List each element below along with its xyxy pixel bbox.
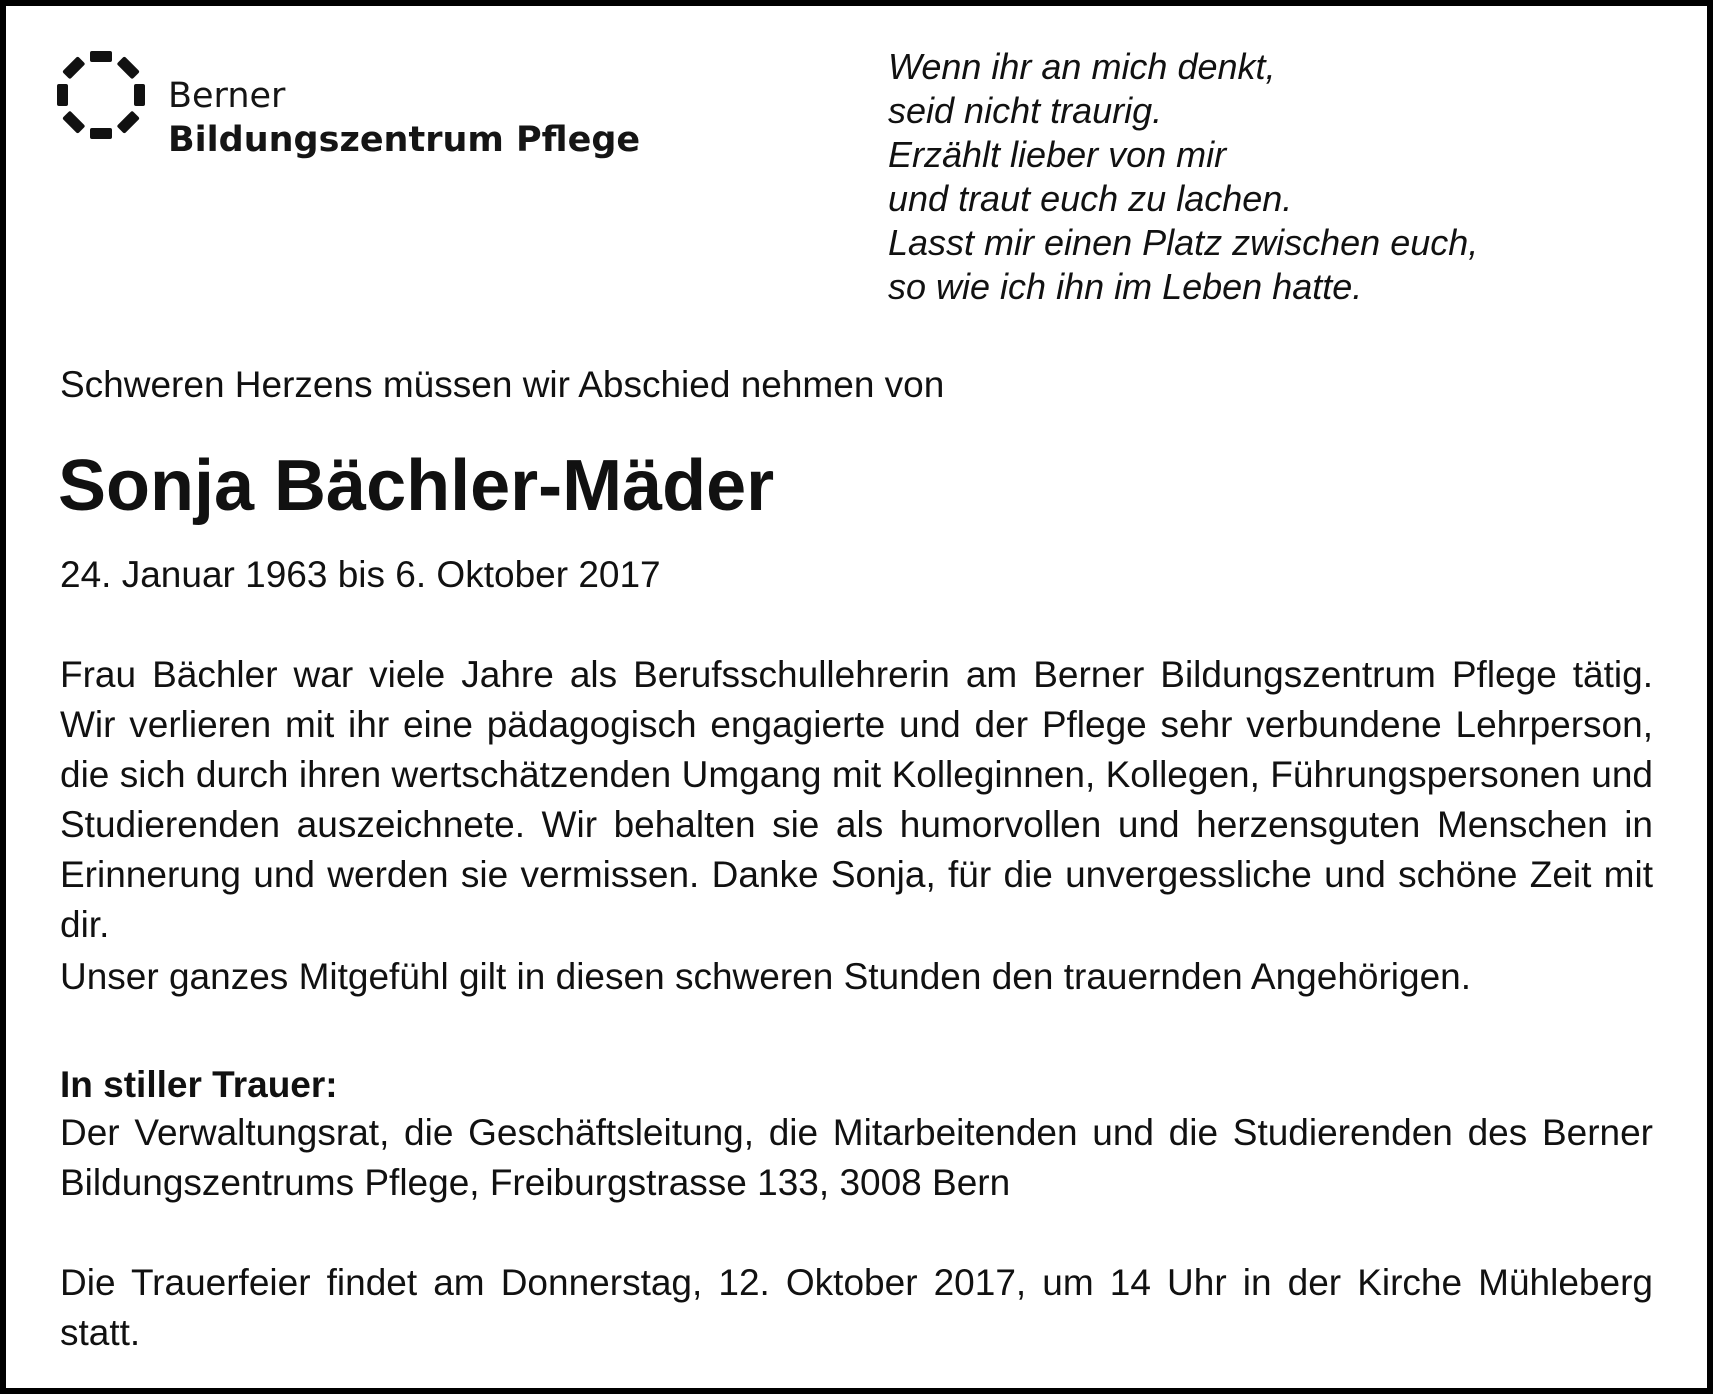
mourners-text: Der Verwaltungsrat, die Geschäftsleitung, die Mitarbeitenden und die Studierenden des Berner Bildungszentrums Pflege, Freiburgstrasse 133, 3008 Bern	[60, 1112, 1653, 1203]
poem-line: Erzählt lieber von mir	[888, 134, 1227, 175]
logo-line-2: Bildungszentrum Pflege	[168, 120, 641, 160]
condolence-line: Unser ganzes Mitgefühl gilt in diesen schweren Stunden den trauernden Angehörigen.	[60, 956, 1472, 997]
poem-line: Lasst mir einen Platz zwischen euch,	[888, 222, 1479, 263]
dashed-ring-logo-icon	[56, 50, 146, 140]
poem-line: Wenn ihr an mich denkt,	[888, 46, 1276, 87]
poem-line: und traut euch zu lachen.	[888, 178, 1293, 219]
farewell-intro: Schweren Herzens müssen wir Abschied nehmen von	[60, 364, 945, 405]
institution-logo	[56, 50, 696, 180]
logo-line-1: Berner	[168, 76, 286, 116]
mourning-heading: In stiller Trauer:	[60, 1064, 338, 1105]
tribute-paragraph: Frau Bächler war viele Jahre als Berufsschullehrerin am Berner Bildungszentrum Pflege tätig. Wir verlieren mit ihr eine pädagogisch engagierte und der Pflege sehr verbundene Lehrperson, die sich durch ihren wertschätzenden Umgang mit Kolleginnen, Kollegen, Führungspersonen und Studierenden auszeichnete. Wir behalten sie als humorvollen und herzensguten Menschen in Erinnerung und werden sie vermissen. Danke Sonja, für die unvergessliche und schöne Zeit mit dir.	[60, 654, 1653, 945]
life-dates: 24. Januar 1963 bis 6. Oktober 2017	[60, 554, 661, 595]
poem-line: so wie ich ihn im Leben hatte.	[888, 266, 1363, 307]
logo-wordmark	[168, 74, 640, 162]
ceremony-info: Die Trauerfeier findet am Donnerstag, 12. Oktober 2017, um 14 Uhr in der Kirche Mühleberg statt.	[60, 1262, 1653, 1353]
memorial-poem	[888, 45, 1668, 309]
deceased-name: Sonja Bächler-Mäder	[58, 446, 775, 526]
poem-line: seid nicht traurig.	[888, 90, 1163, 131]
